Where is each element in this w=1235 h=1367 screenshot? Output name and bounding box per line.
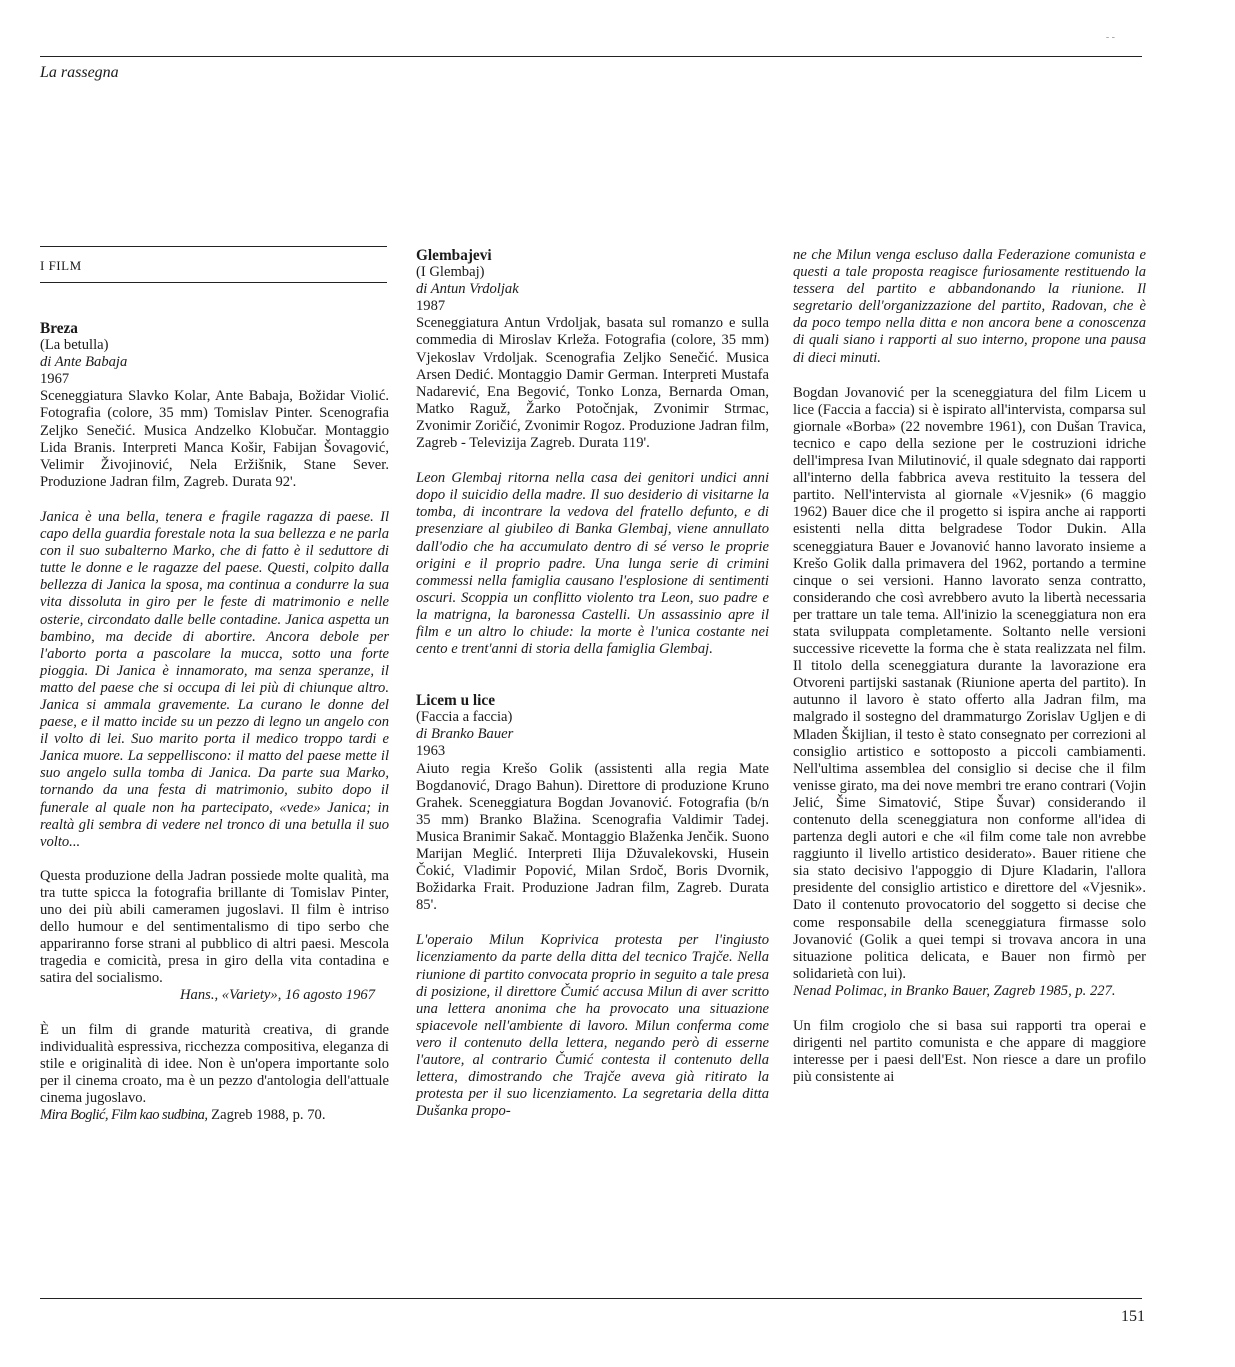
- film-director: di Ante Babaja: [40, 354, 128, 371]
- film-title-breza: Breza: [40, 320, 78, 337]
- section-title: I FILM: [40, 258, 82, 273]
- review-source-place: Zagreb 1988, p. 70.: [207, 1107, 326, 1124]
- section-rule-top: [40, 246, 387, 247]
- film-year: 1967: [40, 371, 70, 388]
- review-source: Hans., «Variety», 16 agosto 1967: [180, 987, 375, 1004]
- footer-rule: [40, 1298, 1142, 1299]
- review-text-2: È un film di grande maturità creativa, di grande individualità espressiva, ricchezza compositiva, eleganza di stile e originalità di idee. Non è un'opera importante solo per il cinema croato, ma è un pezzo d'antologia dell'attuale cinema jugoslavo.: [40, 1021, 389, 1106]
- film-title-glembajevi: Glembajevi: [416, 247, 492, 264]
- film-synopsis: Leon Glembaj ritorna nella casa dei genitori undici anni dopo il suicidio della madre. Il suo desiderio di visitarne la tomba, di incontrare la vedova del fratello defunto, e di presenziare al giubileo di Banka Glembaj, viene annullato dall'odio che ha accumulato dentro di sé verso le proprie origini e il proprio padre. Una lunga serie di crimini commessi nella famiglia causano l'esplosione di sentimenti oscuri. Scoppia un conflitto violento tra Leon, suo padre e la matrigna, la baronessa Castelli. Un assassinio apre il film e un altro lo chiude: la morte è l'unica costante nei cento e trent'anni di storia della famiglia Glembaj.: [416, 470, 769, 658]
- film-director: di Antun Vrdoljak: [416, 281, 519, 298]
- header-rule: [40, 56, 1142, 57]
- film-title-licem: Licem u lice: [416, 692, 496, 710]
- film-synopsis: L'operaio Milun Koprivica protesta per l'ingiusto licenziamento da parte della ditta del tecnico Trajče. Nella riunione di partito convocata proprio in seguito a tale presa di posizione, il direttore Čumić accusa Milun di aver scritto una lettera anonima che ha provocato una situazione spiacevole nell'ambiente di lavoro. Milun conferma come vero il contenuto della lettera, negando però di esserne l'autore, al contrario Čumić contesta il contenuto della lettera, dimostrando che Trajče aveva già ritirato la protesta per il suo licenziamento. La segretaria della ditta Dušanka propo-: [416, 932, 769, 1120]
- review-source-2: [40, 1107, 389, 1124]
- film-credits: Sceneggiatura Slavko Kolar, Ante Babaja, Božidar Violić. Fotografia (colore, 35 mm) Tomislav Pinter. Scenografia Zeljko Senečić. Musica Andzelko Klobučar. Montaggio Lida Branis. Interpreti Manca Košir, Fabijan Šovagović, Velimir Živojinović, Nela Eržišnik, Stane Sever. Produzione Jadran film, Zagreb. Durata 92'.: [40, 388, 389, 490]
- film-year: 1987: [416, 298, 446, 315]
- film-director: di Branko Bauer: [416, 726, 514, 743]
- section-rule-bottom: [40, 282, 387, 283]
- corner-mark: - -: [1105, 32, 1115, 43]
- film-year: 1963: [416, 743, 446, 760]
- column-2: [416, 247, 769, 1120]
- running-title: La rassegna: [40, 64, 119, 81]
- column-3: [793, 247, 1146, 1086]
- page-number: 151: [1121, 1308, 1145, 1325]
- film-original-title: (Faccia a faccia): [416, 709, 513, 726]
- film-original-title: (I Glembaj): [416, 264, 485, 281]
- film-synopsis-continued: ne che Milun venga escluso dalla Federazione comunista e questi a tale proposta reagisce furiosamente restituendo la tessera del partito e abbandonando la riunione. Il segretario dell'organizzazione del partito, Radovan, che è da poco tempo nella ditta e non ancora bene a conoscenza di quali siano i rapporti al suo interno, propone una pausa di dieci minuti.: [793, 247, 1146, 366]
- film-original-title: (La betulla): [40, 337, 109, 354]
- review-source-author: Mira Boglić, Film kao sudbina,: [40, 1107, 208, 1124]
- review-text: Un film crogiolo che si basa sui rapporti tra operai e dirigenti nel partito comunista e che appare di maggiore interesse per i paesi dell'Est. Non riesce a dare un profilo più consistente ai: [793, 1018, 1146, 1086]
- column-1: [40, 320, 389, 1124]
- production-note-source: Nenad Polimac, in Branko Bauer, Zagreb 1985, p. 227.: [793, 982, 1116, 999]
- review-text: Questa produzione della Jadran possiede molte qualità, ma tra tutte spicca la fotografia brillante di Tomislav Pinter, uno dei più abili cameramen jugoslavi. Il film è intriso dello humour e del sentimentalismo di tipo serbo che appariranno forse strani al pubblico di altri paesi. Mescola tragedia e comicità, presa in giro della vita contadina e satira del socialismo.: [40, 867, 389, 987]
- film-credits: Aiuto regia Krešo Golik (assistenti alla regia Mate Bogdanović, Drago Bahun). Direttore di produzione Kruno Grahek. Sceneggiatura Bogdan Jovanović. Fotografia (b/n 35 mm) Branko Blažina. Scenografia Valdimir Tadej. Musica Branimir Sakač. Montaggio Blaženka Jenčik. Suono Marijan Meglić. Interpreti Ilija Džuvalekovski, Husein Čokić, Vladimir Popović, Milan Srdoč, Boris Dvornik, Božidarka Frait. Produzione Jadran film, Zagreb. Durata 85'.: [416, 760, 769, 914]
- film-credits: Sceneggiatura Antun Vrdoljak, basata sul romanzo e sulla commedia di Miroslav Krleža. Fotografia (colore, 35 mm) Vjekoslav Vrdoljak. Scenografia Zeljko Senečić. Musica Arsen Dedić. Montaggio Damir German. Interpreti Mustafa Nadarević, Ena Begović, Tonko Lonza, Bernarda Oman, Matko Raguž, Žarko Potočnjak, Zvonimir Strmac, Zvonimir Zoričić, Zvonimir Rogoz. Produzione Jadran film, Zagreb - Televizija Zagreb. Durata 119'.: [416, 315, 769, 452]
- production-note: Bogdan Jovanović per la sceneggiatura del film Licem u lice (Faccia a faccia) si è ispirato all'intervista, comparsa sul giornale «Borba» (22 novembre 1961), con Dušan Travica, tecnico e capo della sezione per le costruzioni idriche dell'impresa Ivan Milutinović, il quale sdegnato dai rapporti all'interno della fabbrica aveva restituito la tessera del partito. Nell'intervista al giornale «Vjesnik» (6 maggio 1962) Bauer dice che il progetto si ispira anche ai rapporti esistenti nella ditta belgradese Todor Dukin. Alla sceneggiatura Bauer e Jovanović hanno lavorato insieme a Krešo Golik dalla primavera del 1962, portando a termine cinque o sei versioni. Hanno lavorato senza contratto, considerando che così avrebbero avuto la libertà necessaria per trattare un tale tema. All'inizio la sceneggiatura non era stata sviluppata completamente. Soltanto nelle versioni successive ricevette la forma che è stata realizzata nel film. Il titolo della sceneggiatura durante la lavorazione era Otvoreni partijski sastanak (Riunione aperta del partito). In autunno il lavoro è stato offerto alla Jadran film, ma malgrado il sostegno del drammaturgo Zorislav Ugljen e di Mladen Škijlian, il testo è stato consegnato per correzioni al consiglio artistico e sottoposto a piccoli cambiamenti. Nell'ultima assemblea del consiglio si decise che il film venisse girato, ma dei nove membri tre erano contrari (Vojin Jelić, Šime Simatović, Stipe Šuvar) considerando il contenuto della sceneggiatura non conforme all'idea di partenza degli autori e che «il film come tale non avrebbe raggiunto il livello artistico desiderato». Bauer ritiene che sia stato decisivo l'appoggio di Djure Kladarin, l'allora presidente del consiglio artistico e direttore del «Vjesnik». Dato il contenuto provocatorio del soggetto si decise che come responsabile della sceneggiatura firmasse solo Jovanović (Golik a quei tempi si trovava ancora in una situazione politica delicata, e Bauer non firmò per solidarietà con lui).: [793, 384, 1146, 982]
- film-synopsis: Janica è una bella, tenera e fragile ragazza di paese. Il capo della guardia forestale nota la sua bellezza e ne parla con il suo subalterno Marko, che di fatto è il seduttore di tutte le donne e le ragazze del paese. Questi, colpito dalla bellezza di Janica la sposa, ma continua a condurre la sua vita dissoluta in giro per le feste di matrimonio e nelle osterie, circondato dalle belle contadine. Janica aspetta un bambino, ma decide di abortire. Ancora debole per l'aborto porta a pascolare la mucca, sotto una forte pioggia. Di Janica è innamorato, ma senza speranze, il matto del paese che si occupa di lei più di chiunque altro. Janica si ammala gravemente. La curano le donne del paese, e il matto incide su un pezzo di legno un angelo con il volto di lei. Suo marito porta il medico troppo tardi e Janica muore. La seppelliscono: il matto del paese mette il suo angelo sulla tomba di Janica. Da parte sua Marko, tornando da una festa di matrimonio, subito dopo il funerale al quale non ha partecipato, «vede» Janica; in realtà gli sembra di vedere nel tronco di una betulla il suo volto...: [40, 508, 389, 850]
